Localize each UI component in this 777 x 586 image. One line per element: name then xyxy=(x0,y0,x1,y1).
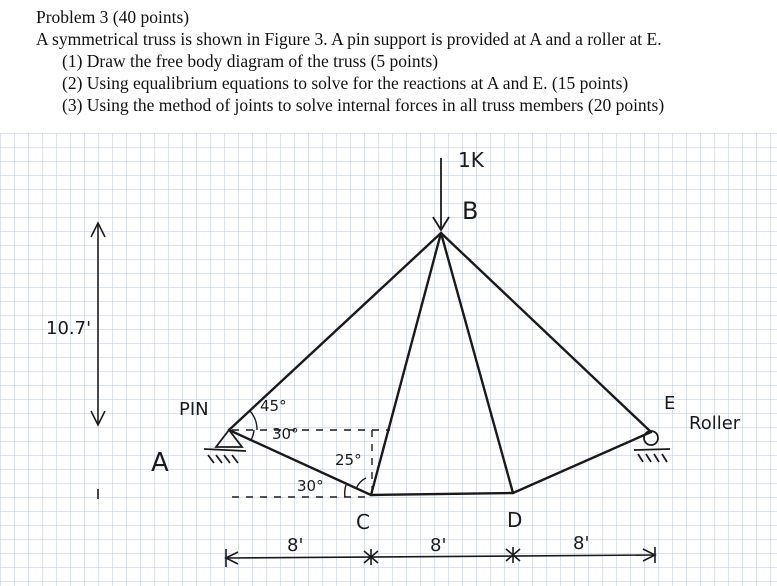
angle-label-30-a: 30° xyxy=(272,425,299,443)
problem-part-3: (3) Using the method of joints to solve internal forces in all truss members (20 points) xyxy=(62,95,665,115)
problem-statement: A symmetrical truss is shown in Figure 3. A pin support is provided at A and a roller at E. xyxy=(36,29,662,49)
joint-label-b: B xyxy=(462,197,479,225)
joint-label-e: E xyxy=(664,393,676,414)
roller-label: Roller xyxy=(689,413,741,434)
angle-label-45: 45° xyxy=(260,397,287,415)
dimension-label-1: 8' xyxy=(287,535,304,556)
problem-text xyxy=(36,6,771,116)
joint-label-a: A xyxy=(151,448,169,478)
angle-label-30-c: 30° xyxy=(297,477,324,495)
joint-label-c: C xyxy=(356,510,370,534)
dimension-label-3: 8' xyxy=(573,533,590,554)
truss-figure xyxy=(0,133,777,586)
truss-sketch xyxy=(0,133,777,586)
pin-label: PIN xyxy=(179,399,209,420)
dimension-label-2: 8' xyxy=(430,535,447,556)
load-label: 1K xyxy=(458,148,484,172)
graph-paper-grid xyxy=(0,133,777,586)
angle-label-25: 25° xyxy=(335,451,362,469)
joint-label-d: D xyxy=(507,508,523,532)
problem-title: Problem 3 (40 points) xyxy=(36,7,190,27)
problem-part-1: (1) Draw the free body diagram of the truss (5 points) xyxy=(62,51,439,71)
height-label: 10.7' xyxy=(46,318,92,339)
problem-part-2: (2) Using equalibrium equations to solve for the reactions at A and E. (15 points) xyxy=(62,73,629,93)
